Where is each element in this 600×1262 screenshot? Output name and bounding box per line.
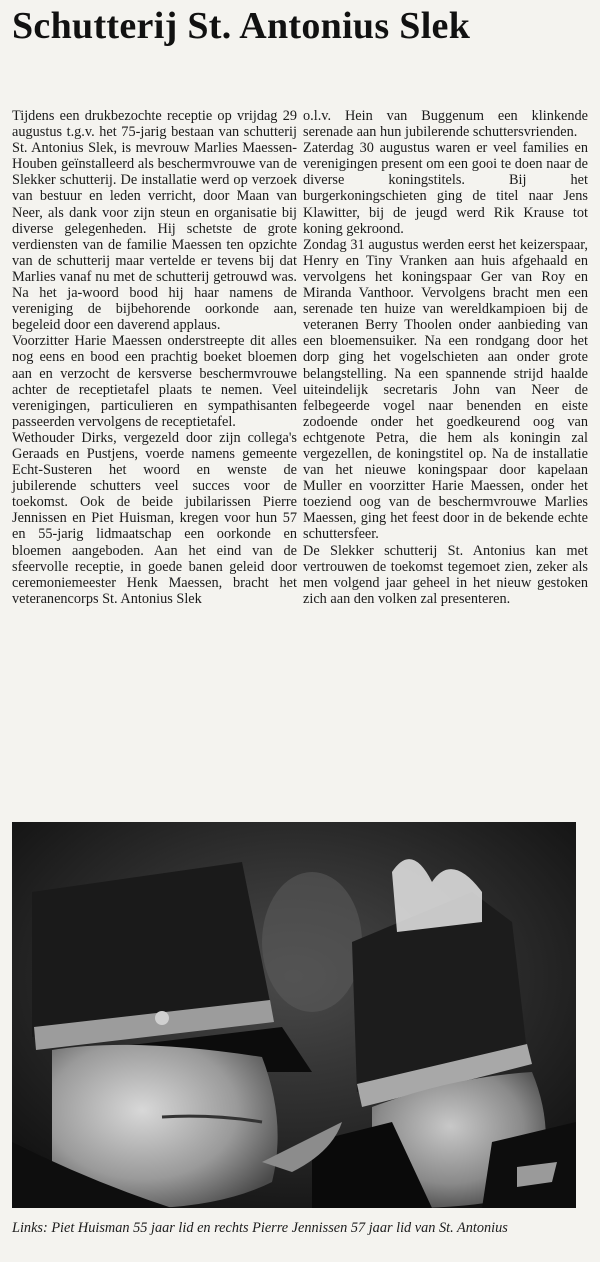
paragraph: Zondag 31 augustus werden eerst het keizerspaar, Henry en Tiny Vranken aan huis afgehaald en vervolgens het koningspaar Ger van Roy en Miranda Vanthoor. Vervolgens bracht men een serenade ten huize van wereldkampioen bij de veteranen Berry Thoolen onder aanbieding van een bloemensuiker. Na een rondgang door het dorp ging het vogelschieten aan onder grote belangstelling. Na een spannende strijd haalde uiteindelijk secretaris John van Neer de felbegeerde vogel naar benenden en eiste zodoende onder het goedkeurend oog van echtgenote Petra, die hem als koningin zal vergezellen, de koningstitel op. Na de installatie van het nieuwe koningspaar door kapelaan Muller en voorzitter Harie Maessen, onder het toeziend oog van de beschermvrouwe Marlies Maessen, ging het feest door in de bekende echte schuttersfeer. xyxy=(303,236,588,543)
headline: Schutterij St. Antonius Slek xyxy=(12,5,471,47)
article-column-right xyxy=(303,108,588,607)
paragraph: Wethouder Dirks, vergezeld door zijn collega's Geraads en Pustjens, voerde namens gemeente Echt-Susteren het woord en wenste de jubilerende schutters veel succes voor de toekomst. Ook de beide jubilarissen Pierre Jennissen en Piet Huisman, kregen voor hun 57 en 55-jarig lidmaatschap een oorkonde en bloemen aangeboden. Aan het eind van de sfeervolle receptie, in goede banen geleid door ceremoniemeester Henk Maessen, bracht het veteranencorps St. Antonius Slek xyxy=(12,429,297,607)
paragraph: Voorzitter Harie Maessen onderstreepte dit alles nog eens en bood een prachtig boeket bloemen aan en verzocht de kersverse beschermvrouwe achter de receptietafel plaats te nemen. Veel verenigingen, particulieren en sympathisanten passeerden vervolgens de receptietafel. xyxy=(12,333,297,430)
paragraph: Tijdens een drukbezochte receptie op vrijdag 29 augustus t.g.v. het 75-jarig bestaan van schutterij St. Antonius Slek, is mevrouw Marlies Maessen-Houben geïnstalleerd als beschermvrouwe van de Slekker schutterij. De installatie werd op verzoek van bestuur en leden verricht, door Maan van Neer, als dank voor zijn steun en organisatie bij diverse gelegenheden. Hij schetste de grote verdiensten van de familie Maessen ten opzichte van de schutterij maar vertelde er tevens bij dat Marlies vanaf nu met de schutterij getrouwd was. Na het ja-woord bood hij haar namens de vereniging de bijbehorende oorkonde aan, begeleid door een daverend applaus. xyxy=(12,108,297,334)
photo-caption: Links: Piet Huisman 55 jaar lid en rechts Pierre Jennissen 57 jaar lid van St. Antonius xyxy=(12,1220,508,1236)
paragraph: De Slekker schutterij St. Antonius kan met vertrouwen de toekomst tegemoet zien, zeker als men volgend jaar geheel in het nieuw gestoken zich aan den volken zal presenteren. xyxy=(303,542,588,607)
photo-illustration xyxy=(12,822,576,1208)
paragraph: o.l.v. Hein van Buggenum een klinkende serenade aan hun jubilerende schuttersvrienden. xyxy=(303,108,588,141)
paragraph: Zaterdag 30 augustus waren er veel families en verenigingen present om een gooi te doen naar de diverse koningstitels. Bij het burgerkoningschieten ging de titel naar Jens Klawitter, bij de jeugd werd Rik Krause tot koning gekroond. xyxy=(303,140,588,237)
photo-two-men-in-shako-helmets xyxy=(12,822,576,1208)
article-column-left xyxy=(12,108,297,607)
